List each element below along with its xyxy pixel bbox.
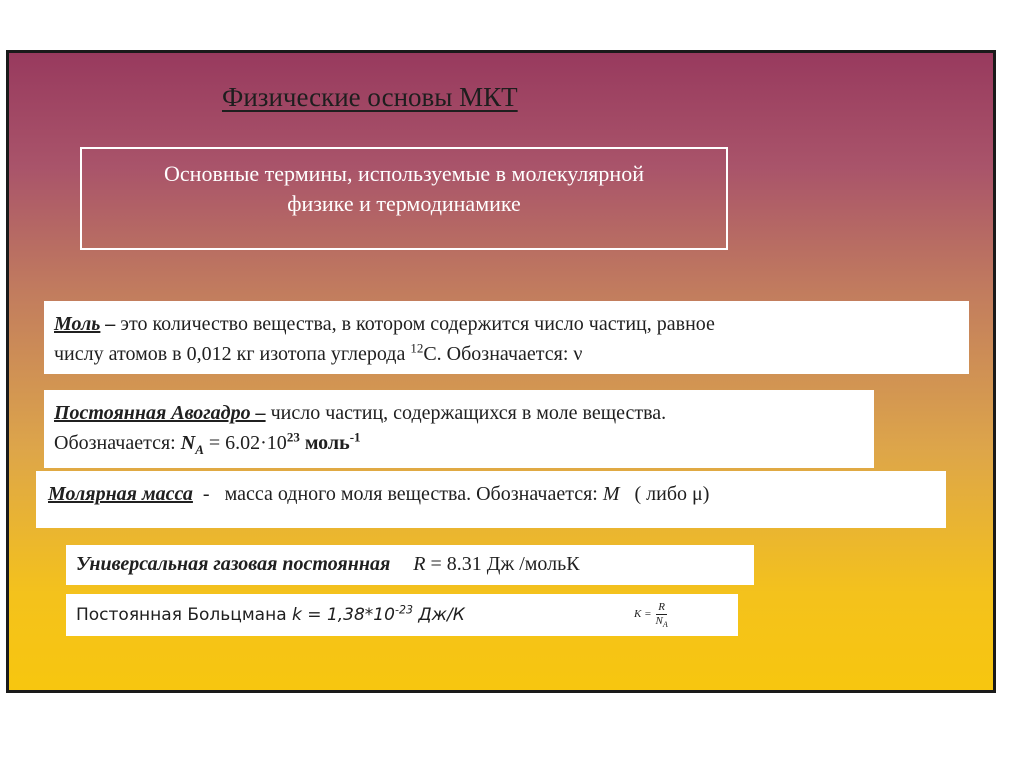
avogadro-term: Постоянная Авогадро – — [54, 402, 266, 424]
mole-sep: – — [100, 313, 121, 335]
molar-mass-definition — [36, 471, 946, 528]
mole-line-1 — [54, 309, 959, 339]
avogadro-line-1 — [54, 398, 864, 428]
formula-fraction — [655, 601, 668, 630]
boltzmann-value: = 1,38*10 — [301, 605, 395, 625]
avogadro-text-1: число частиц, содержащихся в моле вещества. — [265, 402, 667, 424]
formula-denominator — [655, 615, 668, 630]
avogadro-label: Обозначается: — [54, 432, 181, 454]
avogadro-unit-exp: -1 — [349, 429, 361, 445]
formula-den-sub: A — [662, 620, 668, 630]
molar-mass-text: масса одного моля вещества. Обозначается: — [224, 483, 603, 505]
boltzmann-definition — [66, 594, 738, 636]
mole-definition — [44, 301, 969, 374]
boltzmann-unit: Дж/К — [413, 605, 465, 625]
molar-mass-alt: ( либо μ) — [619, 483, 710, 505]
molar-mass-sep: - — [192, 483, 225, 505]
gas-constant-value: = 8.31 Дж /мольК — [425, 553, 580, 575]
molar-mass-symbol: M — [602, 483, 620, 505]
mole-text-1: это количество вещества, в котором содержится число частиц, равное — [120, 313, 715, 335]
mole-text-2: числу атомов в 0,012 кг изотопа углерода — [54, 343, 411, 365]
boltzmann-term: Постоянная Больцмана — [76, 605, 293, 625]
isotope-mass: 12 — [410, 340, 424, 356]
mole-text-3: С. Обозначается: ν — [423, 343, 583, 365]
avogadro-definition — [44, 390, 874, 468]
avogadro-line-2 — [54, 428, 864, 458]
avogadro-value: = 6.02·10 — [203, 432, 287, 454]
gas-constant-term: Универсальная газовая постоянная — [76, 553, 391, 575]
avogadro-symbol: N — [180, 432, 196, 454]
mole-term: Моль — [54, 313, 101, 335]
boltzmann-exp: -23 — [394, 603, 413, 617]
formula-den-symbol: N — [655, 615, 663, 627]
formula-numerator: R — [658, 601, 665, 613]
terms-line-2: физике и термодинамике — [287, 191, 521, 216]
boltzmann-formula — [634, 601, 668, 630]
molar-mass-term: Молярная масса — [48, 483, 193, 505]
mole-line-2 — [54, 339, 959, 369]
avogadro-symbol-sub: A — [195, 442, 204, 457]
gas-constant-symbol: R — [413, 553, 426, 575]
gas-constant-definition — [66, 545, 754, 585]
formula-lhs: K = — [634, 608, 652, 620]
avogadro-exp: 23 — [286, 429, 300, 445]
avogadro-unit: моль — [299, 432, 350, 454]
terms-line-1: Основные термины, используемые в молекулярной — [164, 161, 644, 186]
terms-box — [80, 147, 728, 250]
boltzmann-symbol: k — [292, 605, 302, 625]
slide-title: Физические основы МКТ — [222, 82, 518, 112]
